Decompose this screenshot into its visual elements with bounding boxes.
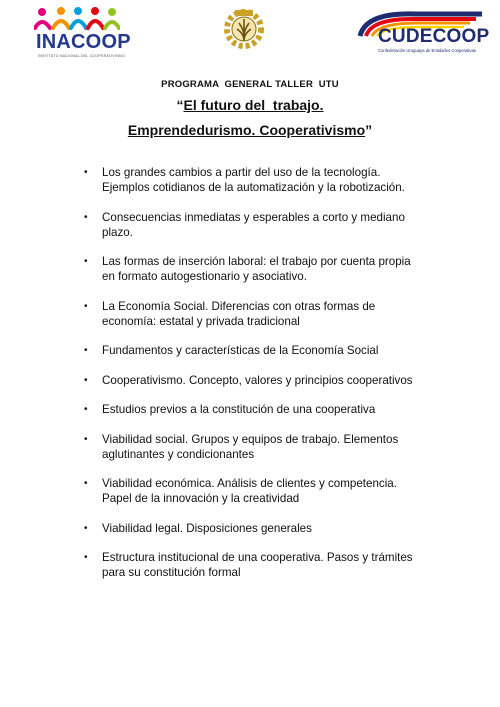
topic-line1: Cooperativismo. Concepto, valores y principios cooperativos (102, 373, 413, 387)
inacoop-name: INACOOP (36, 31, 131, 53)
topic-line1: La Economía Social. Diferencias con otras formas de (102, 299, 376, 313)
list-item (84, 432, 424, 462)
topic-line2: en formato autogestionario y asociativo. (102, 270, 307, 283)
program-label: PROGRAMA GENERAL TALLER UTU (161, 79, 339, 90)
title-line1-text: El futuro del trabajo. (183, 97, 324, 113)
topic-line2: Papel de la innovación y la creatividad (102, 492, 300, 505)
topic-line1: Viabilidad social. Grupos y equipos de trabajo. Elementos (102, 432, 399, 446)
topic-line1: Fundamentos y características de la Economía Social (102, 344, 379, 357)
list-item (84, 254, 424, 284)
cudecoop-subtitle: Confederación Uruguaya de Entidades Cooperativas (378, 48, 477, 53)
bullet-icon: • (84, 300, 88, 312)
bullet-icon: • (84, 522, 88, 534)
list-item (84, 373, 424, 388)
title-close-quote: ” (365, 122, 373, 138)
topic-list (84, 165, 424, 595)
list-item (84, 210, 424, 240)
list-item (84, 521, 424, 536)
cudecoop-name: CUDECOOP (378, 26, 490, 47)
bullet-icon: • (84, 345, 88, 356)
topic-line2: economía: estatal y privada tradicional (102, 314, 300, 328)
topic-line2: Ejemplos cotidianos de la automatización y la robotización. (102, 181, 405, 194)
bullet-icon: • (84, 211, 88, 223)
bullet-icon: • (84, 433, 88, 445)
topic-line1: Estructura institucional de una cooperativa. Pasos y trámites (102, 551, 413, 564)
bullet-icon: • (84, 374, 88, 386)
topic-line1: Los grandes cambios a partir del uso de la tecnología. (102, 166, 381, 179)
topic-line2: aglutinantes y condicionantes (102, 447, 255, 461)
bullet-icon: • (84, 404, 88, 415)
topic-line1: Estudios previos a la constitución de una cooperativa (102, 403, 376, 416)
utu-emblem-icon (221, 6, 267, 52)
list-item (84, 299, 424, 329)
topic-line2: para su constitución formal (102, 566, 241, 579)
topic-line1: Viabilidad legal. Disposiciones generales (102, 521, 312, 535)
bullet-icon: • (84, 167, 88, 178)
document-title-line2 (0, 122, 500, 138)
document-title-line1 (0, 97, 500, 113)
bullet-icon: • (84, 256, 88, 267)
list-item (84, 402, 424, 417)
list-item (84, 550, 424, 580)
list-item (84, 476, 424, 506)
bullet-icon: • (84, 478, 88, 489)
cudecoop-logo (356, 8, 488, 54)
inacoop-logo (34, 6, 131, 62)
topic-line1: Consecuencias inmediatas y esperables a corto y mediano (102, 210, 405, 224)
list-item (84, 343, 424, 358)
inacoop-subtitle: INSTITUTO NACIONAL DEL COOPERATIVISMO (38, 54, 125, 58)
title-line2-text: Emprendedurismo. Cooperativismo (127, 122, 366, 138)
topic-line1: Las formas de inserción laboral: el trabajo por cuenta propia (102, 255, 411, 268)
topic-line2: plazo. (102, 225, 133, 239)
bullet-icon: • (84, 552, 88, 563)
list-item (84, 165, 424, 195)
topic-line1: Viabilidad económica. Análisis de clientes y competencia. (102, 477, 397, 490)
title-open-quote: “ (176, 97, 184, 113)
